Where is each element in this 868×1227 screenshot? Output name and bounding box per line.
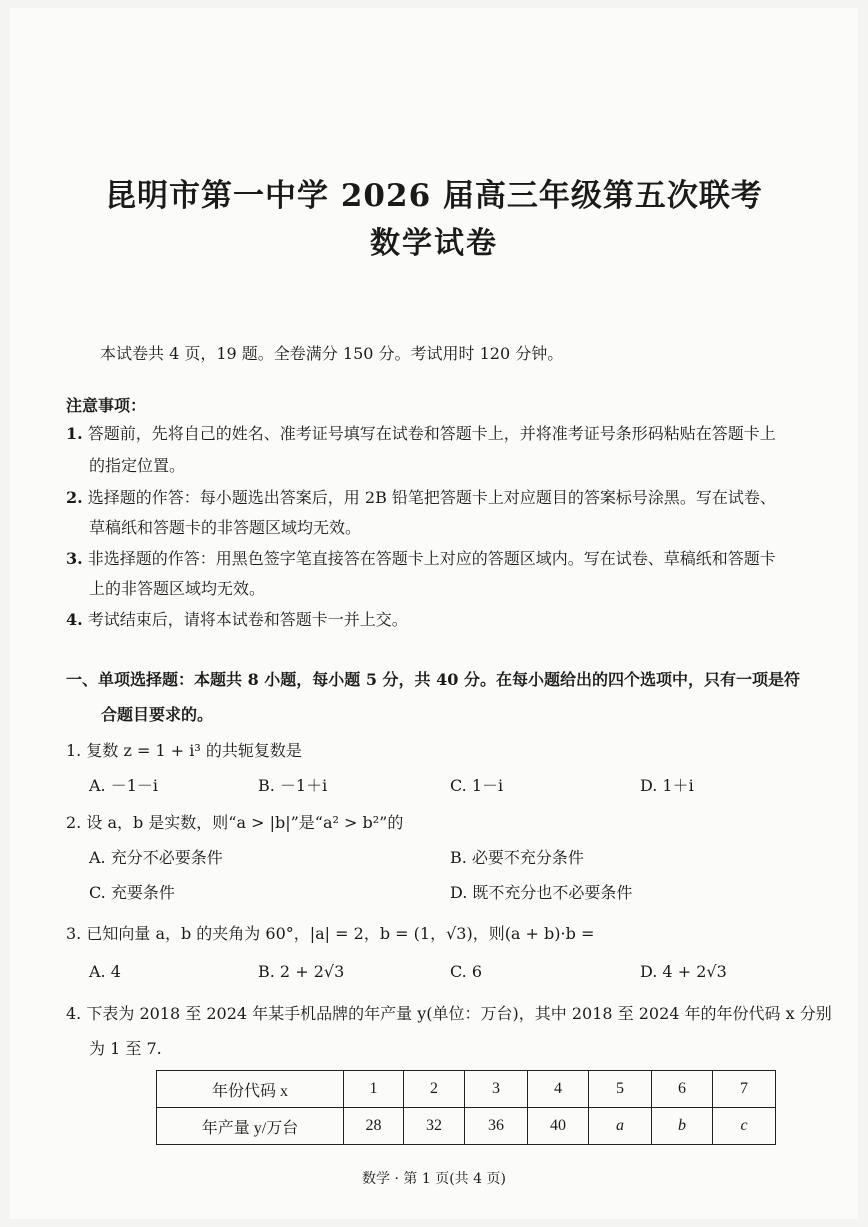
exam-title: 昆明市第一中学 2026 届高三年级第五次联考 bbox=[105, 178, 763, 214]
table-cell: 年产量 y/万台 bbox=[157, 1108, 344, 1145]
notice-text: 草稿纸和答题卡的非答题区域均无效。 bbox=[89, 518, 362, 537]
question-4-stem: 4. 下表为 2018 至 2024 年某手机品牌的年产量 y(单位：万台)，其中 2018 至 2024 年的年份代码 x 分别 bbox=[66, 1004, 832, 1023]
notice-item bbox=[66, 485, 776, 508]
question-1-option-a: A. －1－i bbox=[89, 776, 159, 795]
table-cell: 7 bbox=[713, 1071, 776, 1108]
question-3-option-b: B. 2 + 2√3 bbox=[258, 962, 345, 981]
question-1-option-b: B. －1＋i bbox=[258, 776, 328, 795]
notice-text: 非选择题的作答：用黑色签字笔直接答在答题卡上对应的答题区域内。写在试卷、草稿纸和答题卡 bbox=[87, 549, 776, 568]
question-2-stem: 2. 设 a，b 是实数，则“a > |b|”是“a² > b²”的 bbox=[66, 813, 404, 832]
question-4-stem-cont: 为 1 至 7. bbox=[89, 1039, 162, 1058]
notice-item bbox=[66, 546, 776, 569]
question-2-option-a: A. 充分不必要条件 bbox=[89, 848, 223, 867]
notice-number: 3. bbox=[66, 549, 83, 568]
table-cell: 1 bbox=[344, 1071, 404, 1108]
section-heading: 一、单项选择题：本题共 8 小题，每小题 5 分，共 40 分。在每小题给出的四个选项中，只有一项是符 bbox=[66, 670, 800, 689]
notice-heading: 注意事项： bbox=[66, 396, 147, 415]
question-2-option-b: B. 必要不充分条件 bbox=[450, 848, 584, 867]
question-2-option-d: D. 既不充分也不必要条件 bbox=[450, 883, 633, 902]
table-row bbox=[157, 1071, 776, 1108]
question-3-option-c: C. 6 bbox=[450, 962, 483, 981]
table-cell: 28 bbox=[344, 1108, 404, 1145]
table-cell: 2 bbox=[404, 1071, 465, 1108]
question-2-option-c: C. 充要条件 bbox=[89, 883, 175, 902]
notice-text: 答题前，先将自己的姓名、准考证号填写在试卷和答题卡上，并将准考证号条形码粘贴在答题卡上 bbox=[87, 424, 776, 443]
notice-number: 1. bbox=[66, 424, 83, 443]
table-cell: 40 bbox=[528, 1108, 589, 1145]
notice-text: 选择题的作答：每小题选出答案后，用 2B 铅笔把答题卡上对应题目的答案标号涂黑。写在试卷、 bbox=[87, 488, 776, 507]
table-row bbox=[157, 1108, 776, 1145]
table-cell: b bbox=[652, 1108, 713, 1145]
notice-item bbox=[66, 421, 776, 444]
table-cell: 年份代码 x bbox=[157, 1071, 344, 1108]
notice-text: 上的非答题区域均无效。 bbox=[89, 579, 266, 598]
table-cell: 4 bbox=[528, 1071, 589, 1108]
notice-number: 2. bbox=[66, 488, 83, 507]
notice-text: 的指定位置。 bbox=[89, 456, 186, 475]
production-table bbox=[156, 1070, 776, 1145]
question-1-stem: 1. 复数 z = 1 + i³ 的共轭复数是 bbox=[66, 741, 302, 760]
notice-number: 4. bbox=[66, 610, 83, 629]
table-cell: 36 bbox=[465, 1108, 528, 1145]
exam-intro: 本试卷共 4 页，19 题。全卷满分 150 分。考试用时 120 分钟。 bbox=[100, 344, 564, 363]
table-cell: 6 bbox=[652, 1071, 713, 1108]
table-cell: 3 bbox=[465, 1071, 528, 1108]
question-3-option-d: D. 4 + 2√3 bbox=[640, 962, 727, 981]
question-3-option-a: A. 4 bbox=[89, 962, 121, 981]
notice-text: 考试结束后，请将本试卷和答题卡一并上交。 bbox=[87, 610, 408, 629]
question-1-option-d: D. 1＋i bbox=[640, 776, 694, 795]
table-cell: a bbox=[589, 1108, 652, 1145]
table-cell: 5 bbox=[589, 1071, 652, 1108]
page-footer: 数学 · 第 1 页(共 4 页) bbox=[362, 1171, 506, 1187]
notice-item bbox=[66, 607, 408, 630]
section-heading-cont: 合题目要求的。 bbox=[101, 705, 214, 724]
table-cell: c bbox=[713, 1108, 776, 1145]
question-3-stem: 3. 已知向量 a，b 的夹角为 60°，|a| = 2，b = (1，√3)，则(a + b)·b = bbox=[66, 924, 595, 943]
exam-subtitle: 数学试卷 bbox=[370, 226, 498, 261]
question-1-option-c: C. 1－i bbox=[450, 776, 504, 795]
table-cell: 32 bbox=[404, 1108, 465, 1145]
